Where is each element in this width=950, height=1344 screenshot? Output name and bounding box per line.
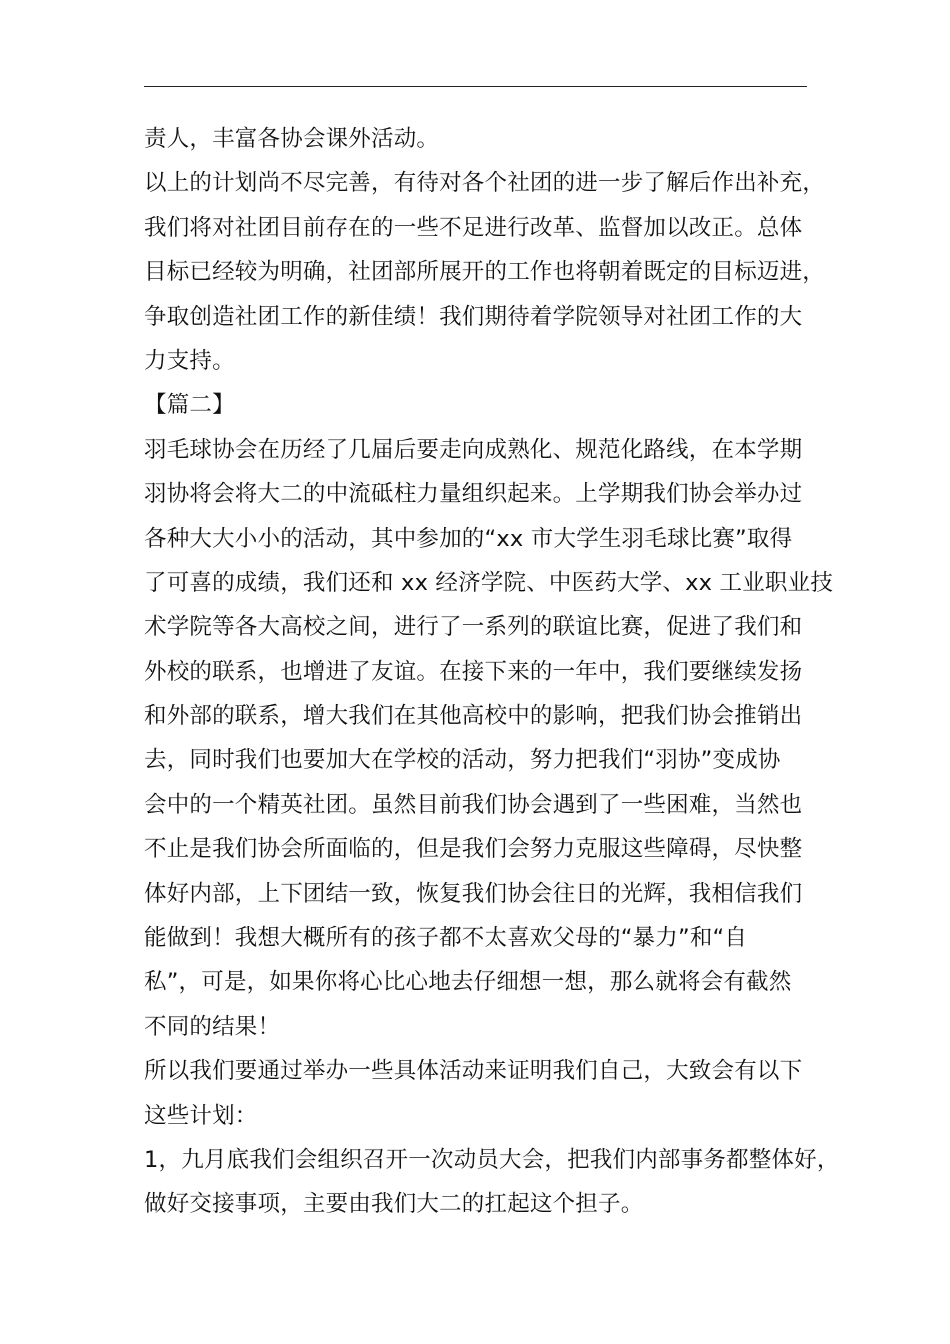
text-line: 争取创造社团工作的新佳绩！我们期待着学院领导对社团工作的大 [144,303,803,330]
text-line: 了可喜的成绩，我们还和 xx 经济学院、中医药大学、xx 工业职业技 [144,569,834,596]
text-line: 责人，丰富各协会课外活动。 [144,126,440,152]
text-line: 各种大大小小的活动，其中参加的“xx 市大学生羽毛球比赛”取得 [144,525,793,552]
text-line: 力支持。 [144,347,235,374]
text-line: 术学院等各大高校之间，进行了一系列的联谊比赛，促进了我们和 [144,614,803,641]
list-item-line: 做好交接事项，主要由我们大二的扛起这个担子。 [144,1191,644,1218]
text-line: 这些计划： [144,1102,258,1129]
text-line: 会中的一个精英社团。虽然目前我们协会遇到了一些困难，当然也 [144,791,803,818]
text-line: 目标已经较为明确，社团部所展开的工作也将朝着既定的目标迈进， [144,259,826,286]
text-line: 和外部的联系，增大我们在其他高校中的影响，把我们协会推销出 [144,703,803,730]
text-line: 我们将对社团目前存在的一些不足进行改革、监督加以改正。总体 [144,214,803,241]
text-line: 羽协将会将大二的中流砥柱力量组织起来。上学期我们协会举办过 [144,481,803,508]
text-line: 羽毛球协会在历经了几届后要走向成熟化、规范化路线，在本学期 [144,436,803,463]
text-line: 所以我们要通过举办一些具体活动来证明我们自己，大致会有以下 [144,1058,803,1085]
header-rule [144,86,807,87]
text-line: 能做到！我想大概所有的孩子都不太喜欢父母的“暴力”和“自 [144,925,748,952]
list-item-line: 1，九月底我们会组织召开一次动员大会，把我们内部事务都整体好， [144,1146,840,1173]
text-line: 以上的计划尚不尽完善，有待对各个社团的进一步了解后作出补充， [144,170,826,197]
text-line: 去，同时我们也要加大在学校的活动，努力把我们“羽协”变成协 [144,747,781,774]
text-line: 私”，可是，如果你将心比心地去仔细想一想，那么就将会有截然 [144,969,792,996]
text-line: 外校的联系，也增进了友谊。在接下来的一年中，我们要继续发扬 [144,658,803,685]
section-heading: 【篇二】 [144,392,235,419]
text-line: 体好内部，上下团结一致，恢复我们协会往日的光辉，我相信我们 [144,880,803,907]
text-line: 不止是我们协会所面临的，但是我们会努力克服这些障碍，尽快整 [144,836,803,863]
text-line: 不同的结果！ [144,1013,281,1040]
document-body [144,117,840,1227]
